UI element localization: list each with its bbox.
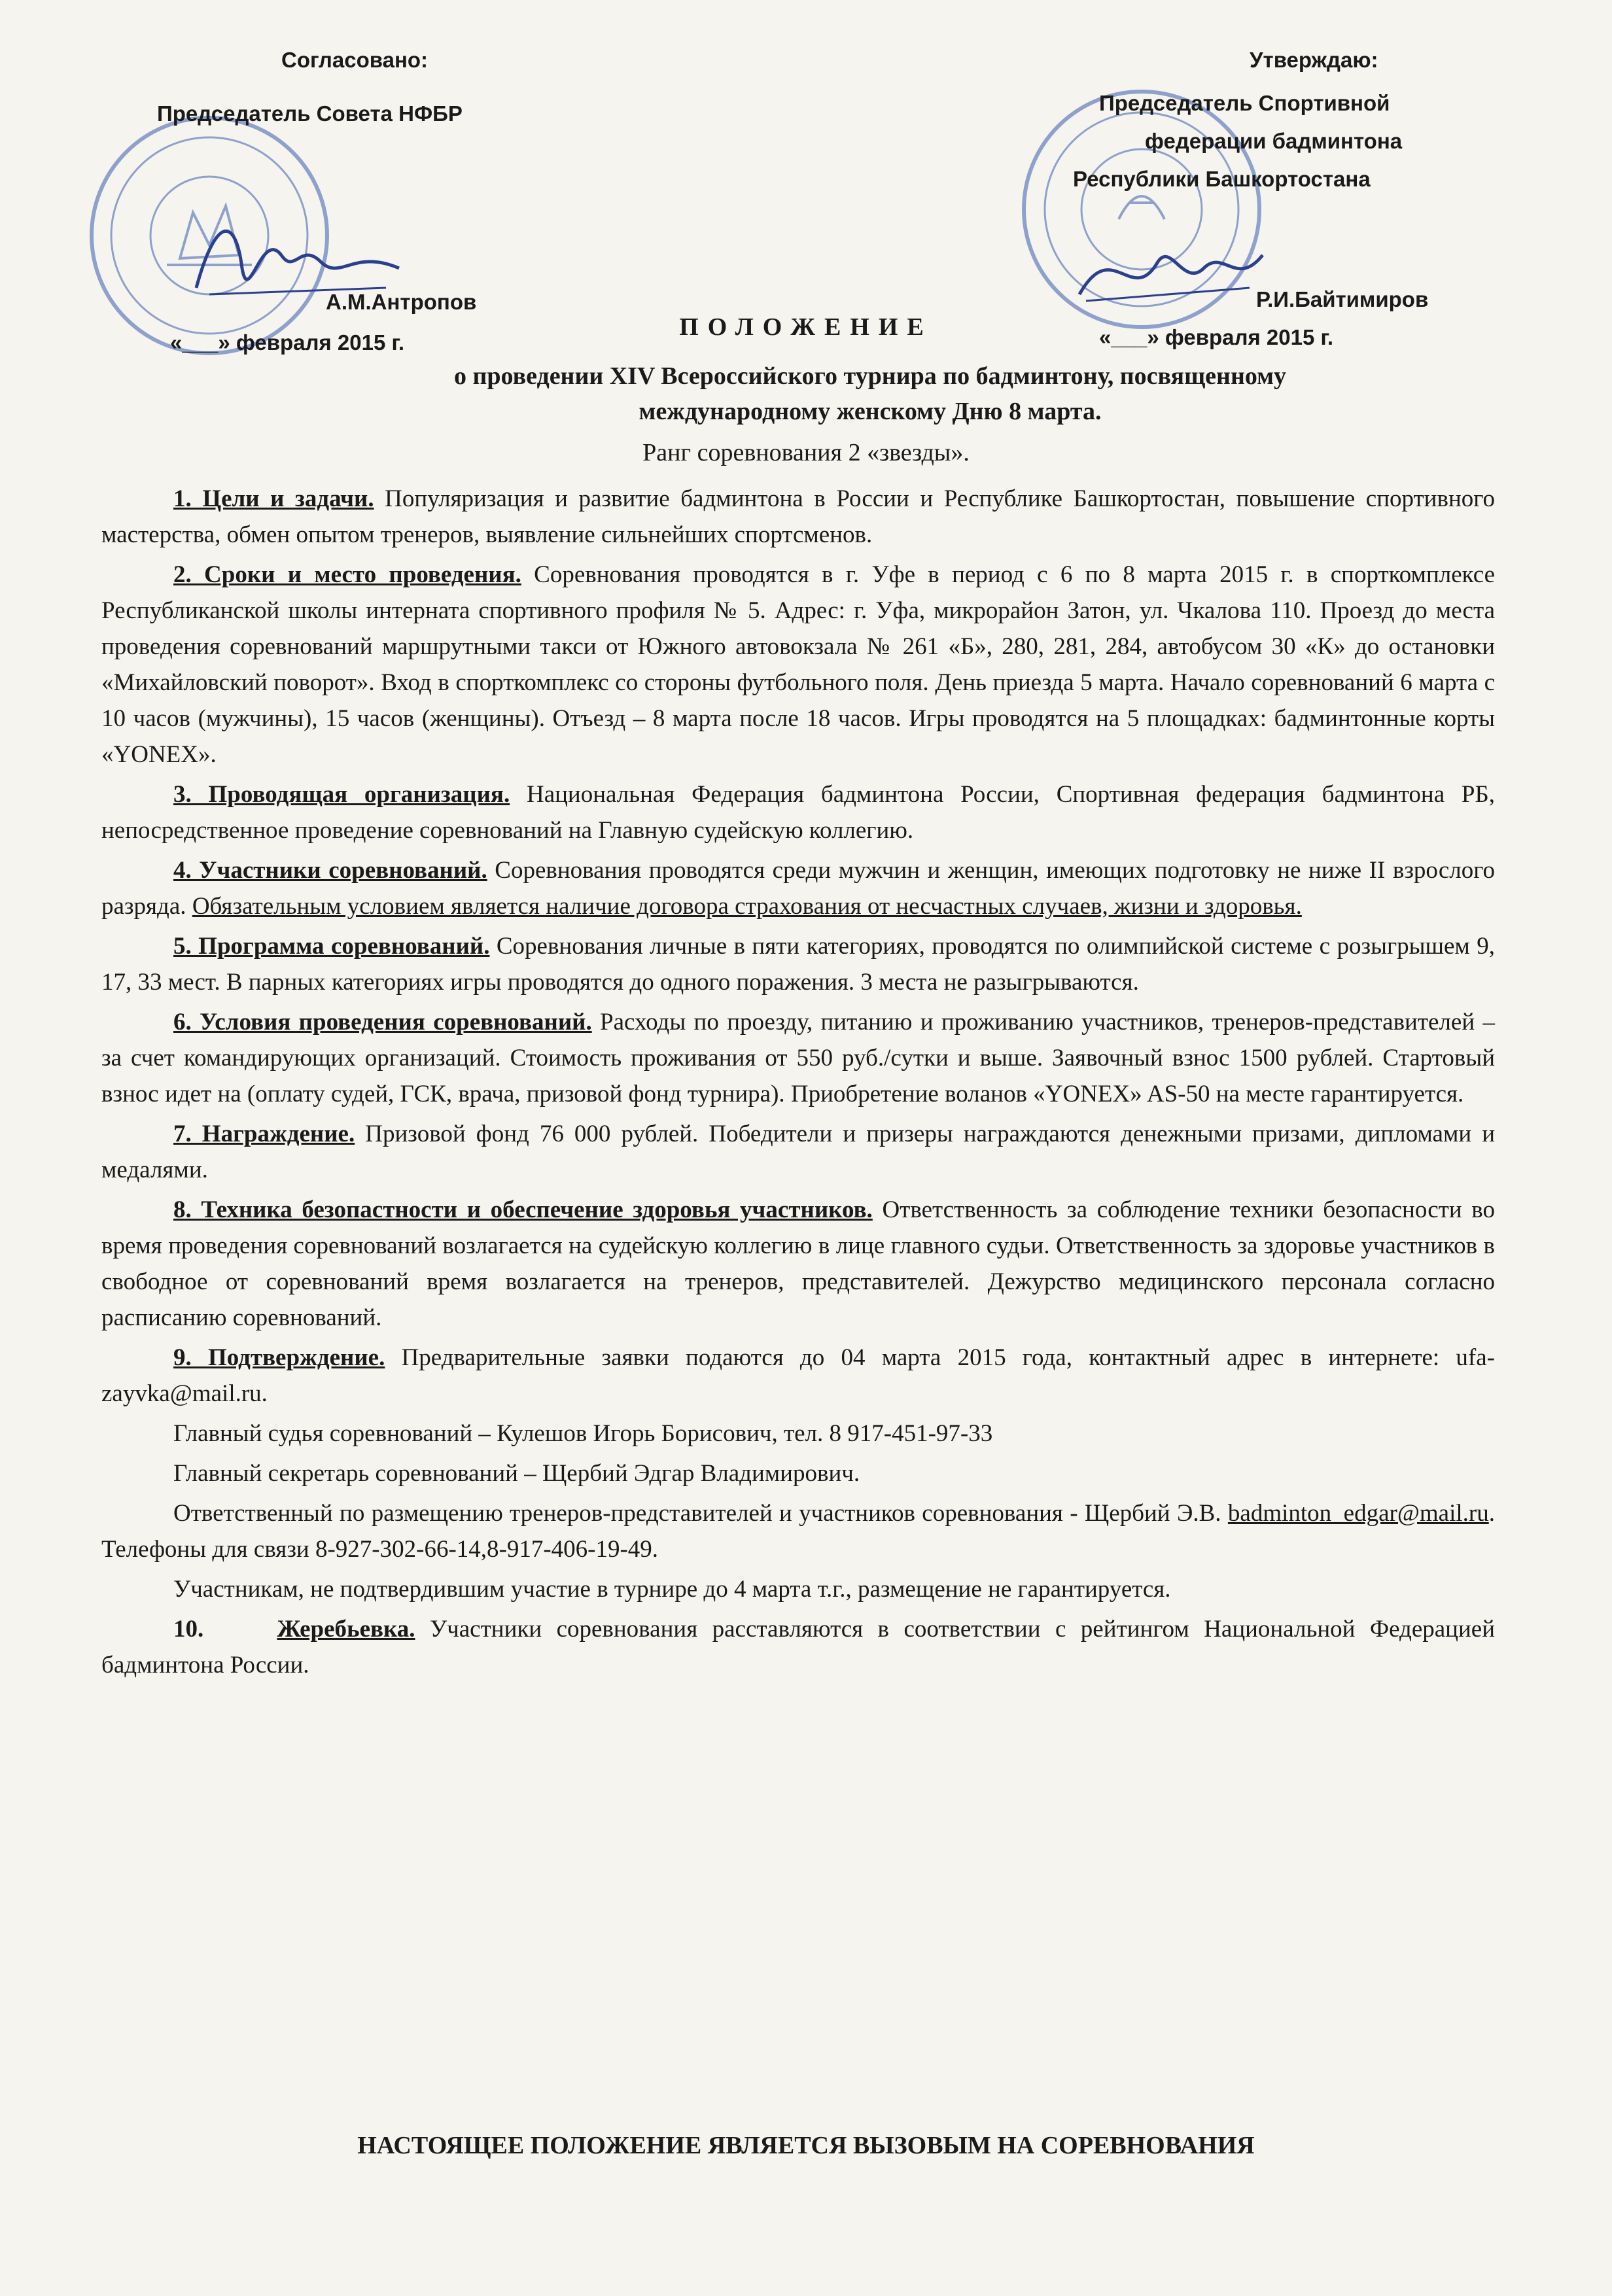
- section-heading: Жеребьевка.: [277, 1616, 415, 1643]
- insurance-requirement: Обязательным условием является наличие договора страхования от несчастных случаев, жизни и здоровья.: [192, 893, 1302, 920]
- section-heading: 1. Цели и задачи.: [173, 485, 374, 512]
- lodging-notice: Участникам, не подтвердившим участие в турнире до 4 марта т.г., размещение не гарантируется.: [173, 1576, 1171, 1603]
- chief-secretary: Главный секретарь соревнований – Щербий Эдгар Владимирович.: [173, 1460, 860, 1487]
- approver-position-line2: федерации бадминтона: [1145, 129, 1403, 153]
- section-9: [101, 1340, 1495, 1412]
- approver-position-line1: Председатель Спортивной: [1099, 91, 1390, 115]
- approver-name: А.М.Антропов: [326, 290, 477, 314]
- section-text: Предварительные заявки подаются до 04 марта 2015 года, контактный адрес в интернете: ufa-zayvka@mail.ru.: [101, 1344, 1495, 1407]
- section-heading: 7. Награждение.: [173, 1121, 355, 1147]
- section-5: [101, 928, 1495, 1000]
- approval-label: Согласовано:: [281, 48, 429, 72]
- subtitle-line: международному женскому Дню 8 марта.: [639, 398, 1102, 425]
- section-7: [101, 1116, 1495, 1188]
- section-1: [101, 481, 1495, 553]
- section-heading: 5. Программа соревнований.: [173, 933, 490, 960]
- section-number: 10.: [173, 1616, 204, 1643]
- approver-name: Р.И.Байтимиров: [1256, 287, 1429, 311]
- document-body: [101, 481, 1495, 1687]
- chief-judge: Главный судья соревнований – Кулешов Игорь Борисович, тел. 8 917-451-97-33: [173, 1420, 993, 1447]
- subtitle-line: о проведении XIV Всероссийского турнира по бадминтону, посвященному: [454, 362, 1286, 390]
- approval-date: «___» февраля 2015 г.: [1099, 325, 1334, 349]
- approver-position-line3: Республики Башкортостана: [1073, 167, 1371, 191]
- document-footer: НАСТОЯЩЕЕ ПОЛОЖЕНИЕ ЯВЛЯЕТСЯ ВЫЗОВЫМ НА СОРЕВНОВАНИЯ: [357, 2132, 1255, 2159]
- signature-right: [1073, 216, 1269, 321]
- section-text: Участники соревнования расставляются в соответствии с рейтингом Национальной Федерацией бадминтона России.: [101, 1616, 1496, 1679]
- section-heading: 9. Подтверждение.: [173, 1344, 385, 1371]
- document-title: ПОЛОЖЕНИЕ: [679, 313, 933, 341]
- approval-label: Утверждаю:: [1250, 48, 1378, 72]
- lodging-contact: [101, 1495, 1495, 1567]
- section-heading: 6. Условия проведения соревнований.: [173, 1009, 592, 1035]
- section-text: Соревнования проводятся среди мужчин и женщин, имеющих подготовку не ниже II взрослого разряда.: [101, 857, 1495, 920]
- document-subtitle: [249, 358, 1492, 429]
- lodging-email-link[interactable]: badminton_edgar@mail.ru: [1227, 1500, 1489, 1527]
- section-text: Соревнования проводятся в г. Уфе в период с 6 по 8 марта 2015 г. в спорткомплексе Республиканской школы интерната спортивного профиля № 5. Адрес: г. Уфа, микрорайон Затон, ул. Чкалова 110. Проезд до места проведения соревнований маршрутными такси от Южного автовокзала № 261 «Б», 280, 281, 284, автобусом 30 «К» до остановки «Михайловский поворот». Вход в спорткомплекс со стороны футбольного поля. День приезда 5 марта. Начало соревнований 6 марта с 10 часов (мужчины), 15 часов (женщины). Отъезд – 8 марта после 18 часов. Игры проводятся на 5 площадках: бадминтонные корты «YONEX».: [101, 561, 1495, 768]
- section-text: Национальная Федерация бадминтона России, Спортивная федерация бадминтона РБ, непосредственное проведение соревнований на Главную судейскую коллегию.: [101, 781, 1495, 844]
- approval-date: «___» февраля 2015 г.: [170, 330, 405, 355]
- section-2: [101, 557, 1495, 773]
- section-text: Соревнования личные в пяти категориях, проводятся по олимпийской системе с розыгрышем 9, 17, 33 мест. В парных категориях игры проводятся до одного поражения. 3 места не разыгрываются.: [101, 933, 1495, 996]
- section-4: [101, 852, 1495, 924]
- section-heading: 2. Сроки и место проведения.: [173, 561, 521, 588]
- section-text: Призовой фонд 76 000 рублей. Победители и призеры награждаются денежными призами, дипломами и медалями.: [101, 1121, 1496, 1183]
- section-text: Ответственность за соблюдение техники безопасности во время проведения соревнований возлагается на судейскую коллегию в лице главного судьи. Ответственность за здоровье участников в свободное от соревнований время возлагается на тренеров, представителей. Дежурство медицинского персонала согласно расписанию соревнований.: [101, 1196, 1495, 1331]
- competition-rank: Ранг соревнования 2 «звезды».: [642, 439, 970, 466]
- approver-position: Председатель Совета НФБР: [157, 101, 463, 126]
- lodging-phones: . Телефоны для связи 8-927-302-66-14,8-917-406-19-49.: [101, 1500, 1495, 1563]
- section-heading: 3. Проводящая организация.: [173, 781, 510, 808]
- section-3: [101, 776, 1495, 848]
- lodging-contact-text: Ответственный по размещению тренеров-представителей и участников соревнования - Щербий Э.В.: [173, 1500, 1228, 1527]
- section-6: [101, 1004, 1495, 1112]
- section-heading: 8. Техника безопастности и обеспечение здоровья участников.: [173, 1196, 873, 1223]
- section-text: Расходы по проезду, питанию и проживанию участников, тренеров-представителей – за счет командирующих организаций. Стоимость проживания от 550 руб./сутки и выше. Заявочный взнос 1500 рублей. Стартовый взнос идет на (оплату судей, ГСК, врача, призовой фонд турнира). Приобретение воланов «YONEX» AS-50 на месте гарантируется.: [101, 1009, 1495, 1107]
- section-10: [101, 1611, 1495, 1683]
- section-8: [101, 1192, 1495, 1336]
- section-text: Популяризация и развитие бадминтона в России и Республике Башкортостан, повышение спортивного мастерства, обмен опытом тренеров, выявление сильнейших спортсменов.: [101, 485, 1495, 548]
- section-heading: 4. Участники соревнований.: [173, 857, 487, 884]
